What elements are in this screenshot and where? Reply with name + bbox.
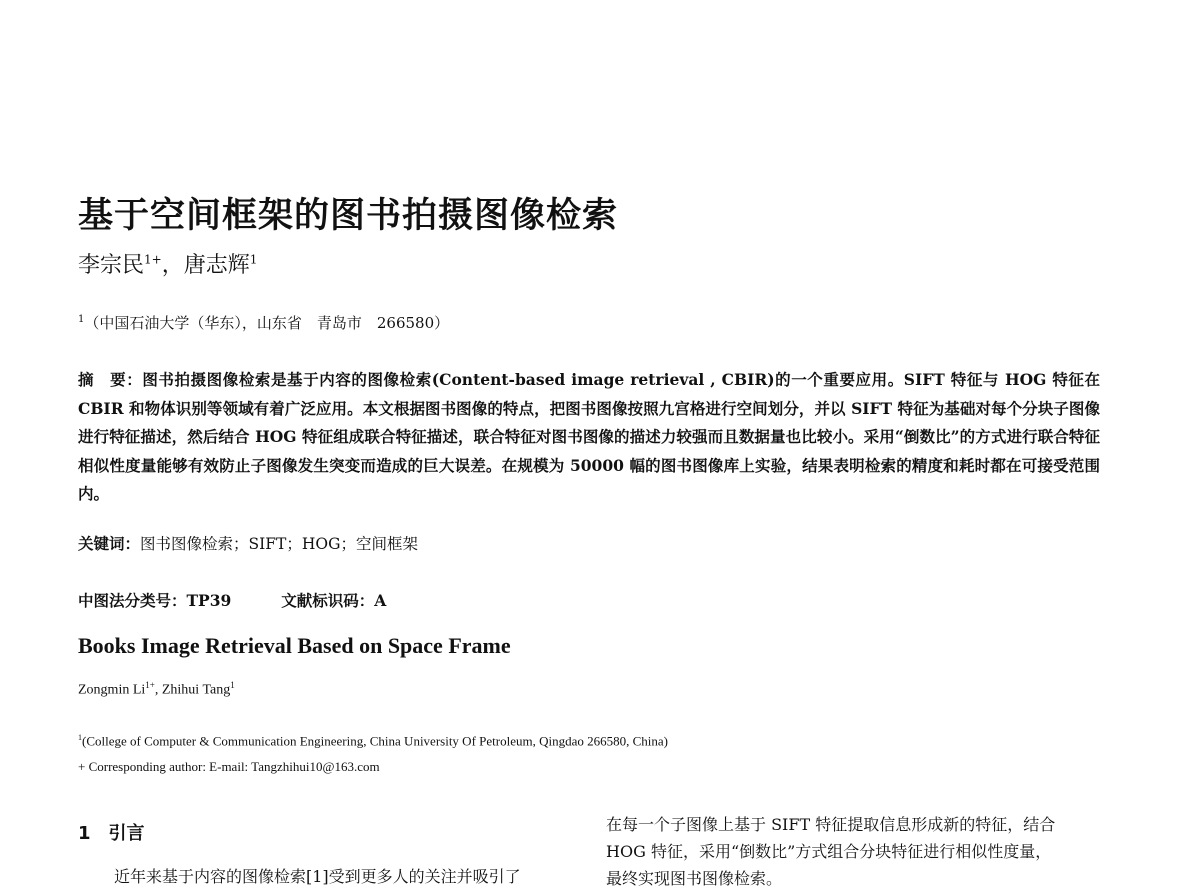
body-line: 最终实现图书图像检索。 (606, 869, 783, 888)
affiliation-mark: 1 (78, 314, 85, 325)
doc-code-value: A (374, 591, 387, 610)
keywords-label: 关键词： (78, 535, 141, 553)
corresponding-author: + Corresponding author: E-mail: Tangzhihui10@163.com (78, 759, 380, 774)
affiliation-cn (78, 312, 449, 333)
affiliation-en (78, 733, 668, 749)
clc-label: 中图法分类号： (78, 591, 187, 610)
author-name: 唐志辉 (183, 253, 250, 278)
abstract-label: 摘 要： (78, 370, 143, 389)
author-separator: ， (161, 253, 184, 278)
body-text-left: 近年来基于内容的图像检索[1]受到更多人的关注并吸引了 (114, 867, 521, 886)
author-name: Zhihui Tang (161, 682, 231, 698)
abstract-text: 图书拍摄图像检索是基于内容的图像检索(Content-based image retrieval , CBIR)的一个重要应用。SIFT 特征与 HOG 特征在 CBIR 和物体识别等领域有着广泛应用。本文根据图书图像的特点，把图书图像按照九宫格进行空间划分，并以 SIFT 特征为基础对每个分块子图像进行特征描述，然后结合 HOG 特征组成联合特征描述，联合特征对图书图像的描述力较强而且数据量也比较小。采用“倒数比”的方式进行联合特征相似性度量能够有效防止子图像发生突变而造成的巨大误差。在规模为 50000 幅的图书图像库上实验，结果表明检索的精度和耗时都在可接受范围内。 (78, 370, 1100, 503)
section-heading (78, 819, 145, 845)
affiliation-text: (College of Computer & Communication Engineering, China University Of Petroleum, Qingdao 266580, China) (82, 733, 668, 749)
doc-code-label: 文献标识码： (281, 591, 375, 610)
author-affiliation-mark: 1 (249, 252, 258, 267)
authors-cn (78, 248, 257, 279)
paper-title-en: Books Image Retrieval Based on Space Frame (78, 633, 511, 658)
authors-en (78, 680, 235, 699)
author-name: Zongmin Li (78, 682, 146, 698)
author-affiliation-mark: 1+ (144, 252, 162, 267)
affiliation-mark: 1 (78, 733, 82, 742)
body-line: HOG 特征，采用“倒数比”方式组合分块特征进行相似性度量， (606, 842, 1052, 861)
paper-title-cn: 基于空间框架的图书拍摄图像检索 (78, 196, 619, 236)
author-affiliation-mark: 1+ (145, 680, 155, 690)
author-separator: , (154, 682, 162, 698)
abstract-cn (78, 366, 1100, 509)
author-name: 李宗民 (78, 253, 145, 278)
body-line: 在每一个子图像上基于 SIFT 特征提取信息形成新的特征，结合 (606, 815, 1056, 834)
section-number: 1 (78, 823, 91, 844)
classification-line (78, 589, 386, 611)
keywords-cn (78, 532, 418, 554)
clc-value: TP39 (186, 591, 232, 610)
author-affiliation-mark: 1 (230, 680, 235, 690)
keywords-text: 图书图像检索；SIFT；HOG；空间框架 (140, 535, 418, 553)
body-text-right (606, 811, 1102, 892)
section-title: 引言 (108, 823, 145, 844)
affiliation-text: （中国石油大学（华东），山东省 青岛市 266580） (84, 314, 450, 332)
